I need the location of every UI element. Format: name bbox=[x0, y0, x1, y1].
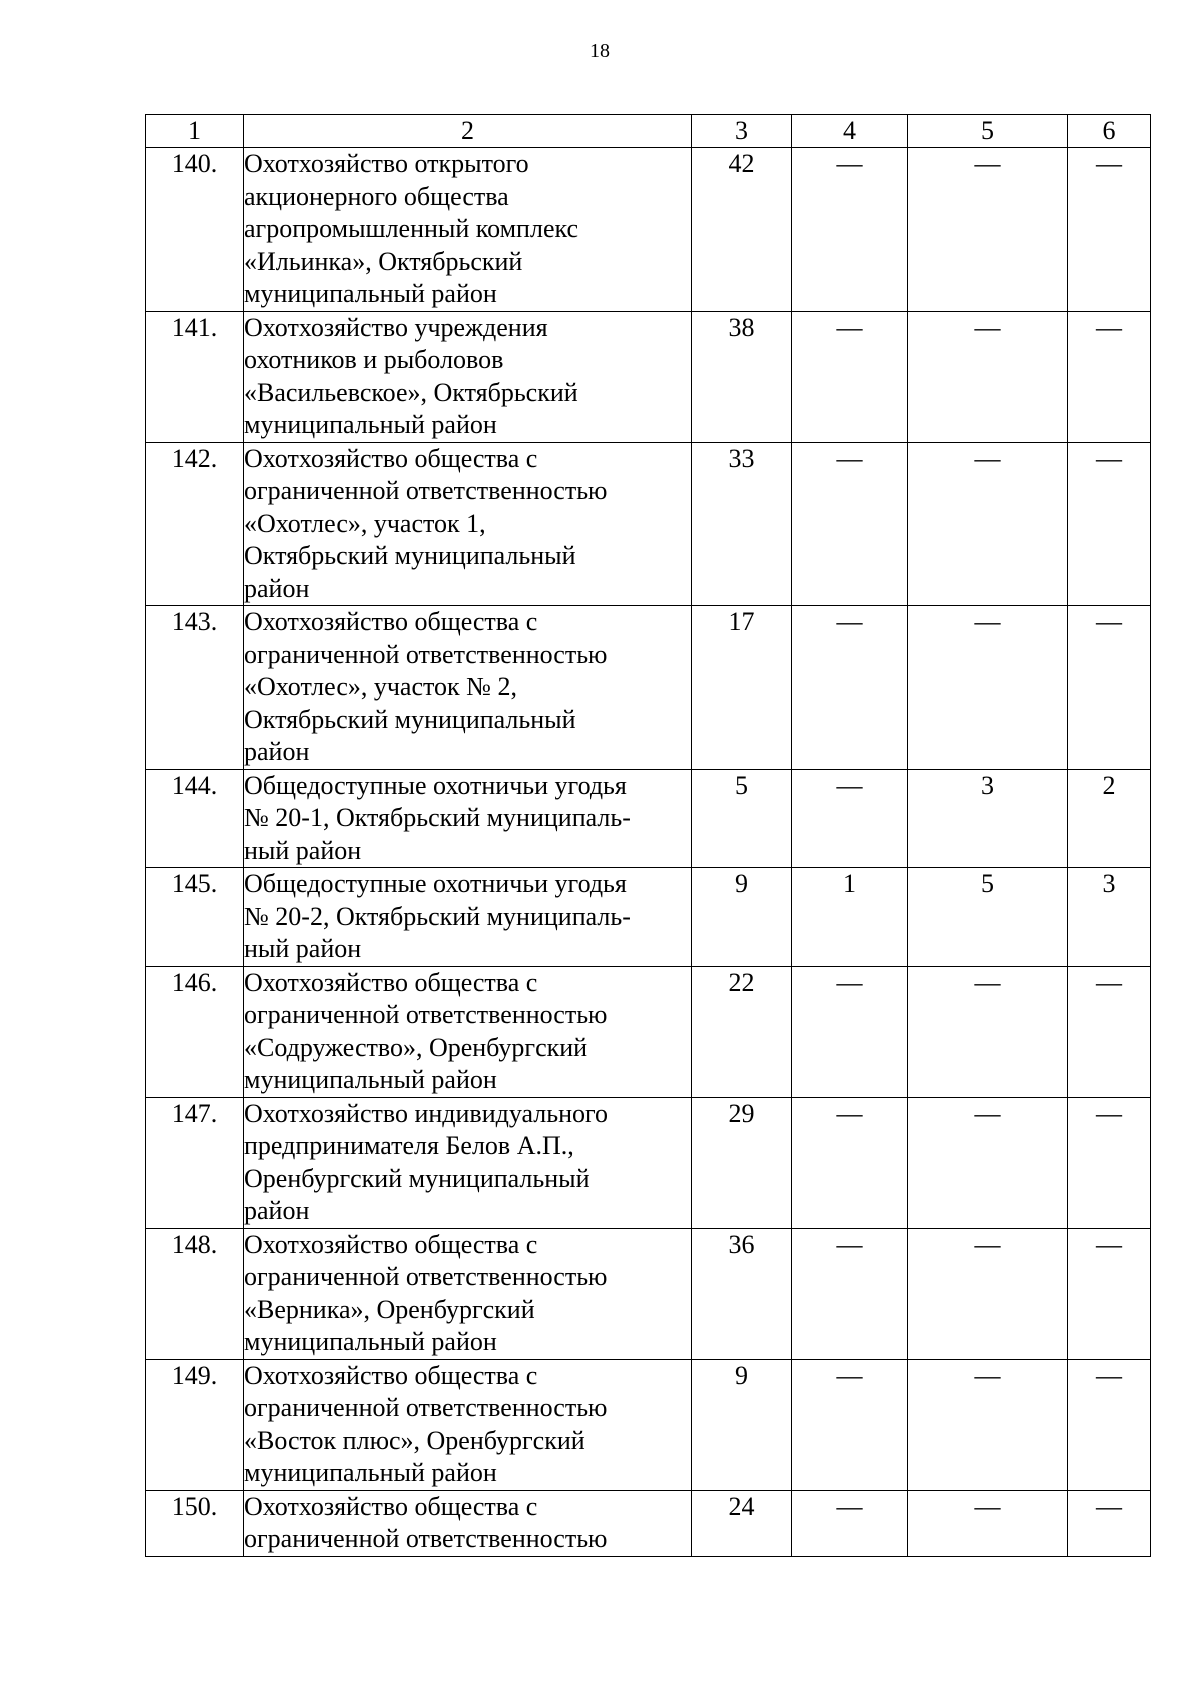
row-number: 147. bbox=[146, 1097, 244, 1228]
table-row bbox=[146, 966, 1151, 1097]
name-line: Охотхозяйство открытого bbox=[244, 149, 529, 178]
name-line: «Содружество», Оренбургский bbox=[244, 1032, 588, 1062]
value-col5: — bbox=[908, 442, 1068, 606]
table-row bbox=[146, 606, 1151, 770]
value-col3: 17 bbox=[692, 606, 792, 770]
header-col-5: 5 bbox=[908, 115, 1068, 148]
name-line: Охотхозяйство общества с bbox=[244, 1229, 538, 1259]
name-line: Октябрьский муниципальный bbox=[244, 704, 576, 734]
table-row bbox=[146, 1228, 1151, 1359]
row-number: 149. bbox=[146, 1359, 244, 1490]
name-line: предпринимателя Белов А.П., bbox=[244, 1131, 574, 1160]
value-col3: 29 bbox=[692, 1097, 792, 1228]
name-line: «Охотлес», участок 1, bbox=[244, 508, 486, 538]
name-line: ограниченной ответственностью bbox=[244, 1393, 608, 1422]
value-col5: — bbox=[908, 1097, 1068, 1228]
name-line: ограниченной ответственностью bbox=[244, 639, 608, 669]
value-col6: 2 bbox=[1068, 769, 1151, 868]
table-body bbox=[146, 148, 1151, 1557]
value-col4: — bbox=[792, 148, 908, 312]
hunting-ground-name bbox=[244, 1097, 692, 1228]
value-col4: — bbox=[792, 966, 908, 1097]
hunting-ground-name bbox=[244, 606, 692, 770]
name-line: Охотхозяйство общества с bbox=[244, 607, 538, 636]
header-col-6: 6 bbox=[1068, 115, 1151, 148]
value-col4: — bbox=[792, 311, 908, 442]
value-col4: — bbox=[792, 769, 908, 868]
header-row bbox=[146, 115, 1151, 148]
value-col5: 3 bbox=[908, 769, 1068, 868]
name-line: Общедоступные охотничьи угодья bbox=[244, 770, 627, 800]
value-col6: 3 bbox=[1068, 868, 1151, 967]
table-row bbox=[146, 442, 1151, 606]
row-number: 145. bbox=[146, 868, 244, 967]
value-col4: — bbox=[792, 1359, 908, 1490]
row-number: 143. bbox=[146, 606, 244, 770]
name-line: муниципальный район bbox=[244, 1327, 497, 1356]
hunting-ground-name bbox=[244, 1228, 692, 1359]
value-col6: — bbox=[1068, 148, 1151, 312]
value-col4: — bbox=[792, 1490, 908, 1556]
name-line: «Охотлес», участок № 2, bbox=[244, 672, 517, 701]
name-line: «Васильевское», Октябрьский bbox=[244, 377, 578, 407]
name-line: Оренбургский муниципальный bbox=[244, 1163, 590, 1193]
name-line: «Верника», Оренбургский bbox=[244, 1294, 535, 1324]
name-line: Общедоступные охотничьи угодья bbox=[244, 869, 627, 898]
value-col3: 5 bbox=[692, 769, 792, 868]
name-line: Охотхозяйство индивидуального bbox=[244, 1098, 609, 1128]
name-line: муниципальный район bbox=[244, 279, 497, 308]
value-col3: 9 bbox=[692, 868, 792, 967]
table-header bbox=[146, 115, 1151, 148]
value-col3: 42 bbox=[692, 148, 792, 312]
name-line: Охотхозяйство общества с bbox=[244, 967, 538, 997]
value-col6: — bbox=[1068, 606, 1151, 770]
name-line: район bbox=[244, 737, 310, 766]
name-line: район bbox=[244, 1196, 310, 1225]
page-number: 18 bbox=[590, 40, 610, 62]
row-number: 150. bbox=[146, 1490, 244, 1556]
value-col6: — bbox=[1068, 1359, 1151, 1490]
value-col5: — bbox=[908, 311, 1068, 442]
value-col3: 36 bbox=[692, 1228, 792, 1359]
name-line: муниципальный район bbox=[244, 1065, 497, 1094]
name-line: ограниченной ответственностью bbox=[244, 1524, 608, 1553]
value-col6: — bbox=[1068, 1490, 1151, 1556]
value-col5: — bbox=[908, 606, 1068, 770]
header-col-3: 3 bbox=[692, 115, 792, 148]
table-row bbox=[146, 148, 1151, 312]
hunting-ground-name bbox=[244, 442, 692, 606]
table-row bbox=[146, 868, 1151, 967]
value-col6: — bbox=[1068, 311, 1151, 442]
value-col4: — bbox=[792, 1097, 908, 1228]
header-col-2: 2 bbox=[244, 115, 692, 148]
table-row bbox=[146, 311, 1151, 442]
hunting-ground-name bbox=[244, 966, 692, 1097]
hunting-ground-name bbox=[244, 769, 692, 868]
hunting-ground-name bbox=[244, 1359, 692, 1490]
table-row bbox=[146, 1359, 1151, 1490]
value-col3: 24 bbox=[692, 1490, 792, 1556]
table-row bbox=[146, 769, 1151, 868]
row-number: 146. bbox=[146, 966, 244, 1097]
header-col-1: 1 bbox=[146, 115, 244, 148]
name-line: ограниченной ответственностью bbox=[244, 476, 608, 505]
name-line: муниципальный район bbox=[244, 410, 497, 439]
name-line: охотников и рыболовов bbox=[244, 345, 504, 374]
value-col6: — bbox=[1068, 1097, 1151, 1228]
row-number: 144. bbox=[146, 769, 244, 868]
row-number: 141. bbox=[146, 311, 244, 442]
hunting-ground-name bbox=[244, 868, 692, 967]
value-col4: — bbox=[792, 442, 908, 606]
value-col5: — bbox=[908, 1228, 1068, 1359]
name-line: ный район bbox=[244, 934, 362, 963]
hunting-ground-name bbox=[244, 148, 692, 312]
table-row bbox=[146, 1097, 1151, 1228]
value-col3: 33 bbox=[692, 442, 792, 606]
value-col6: — bbox=[1068, 1228, 1151, 1359]
name-line: акционерного общества bbox=[244, 181, 509, 211]
row-number: 142. bbox=[146, 442, 244, 606]
value-col5: — bbox=[908, 1490, 1068, 1556]
value-col5: 5 bbox=[908, 868, 1068, 967]
name-line: Охотхозяйство общества с bbox=[244, 1491, 538, 1521]
name-line: Охотхозяйство общества с bbox=[244, 1360, 538, 1390]
value-col4: 1 bbox=[792, 868, 908, 967]
name-line: Охотхозяйство учреждения bbox=[244, 312, 548, 342]
hunting-ground-name bbox=[244, 1490, 692, 1556]
row-number: 148. bbox=[146, 1228, 244, 1359]
hunting-ground-name bbox=[244, 311, 692, 442]
value-col3: 9 bbox=[692, 1359, 792, 1490]
row-number: 140. bbox=[146, 148, 244, 312]
name-line: Охотхозяйство общества с bbox=[244, 443, 538, 473]
name-line: «Восток плюс», Оренбургский bbox=[244, 1425, 585, 1455]
name-line: № 20-1, Октябрьский муниципаль- bbox=[244, 803, 631, 832]
value-col6: — bbox=[1068, 966, 1151, 1097]
name-line: «Ильинка», Октябрьский bbox=[244, 246, 523, 276]
name-line: ный район bbox=[244, 835, 362, 865]
value-col5: — bbox=[908, 1359, 1068, 1490]
value-col4: — bbox=[792, 1228, 908, 1359]
value-col5: — bbox=[908, 148, 1068, 312]
name-line: Октябрьский муниципальный bbox=[244, 541, 576, 570]
value-col3: 22 bbox=[692, 966, 792, 1097]
name-line: агропромышленный комплекс bbox=[244, 214, 579, 243]
name-line: ограниченной ответственностью bbox=[244, 1262, 608, 1291]
name-line: муниципальный район bbox=[244, 1458, 497, 1487]
table-row bbox=[146, 1490, 1151, 1556]
value-col5: — bbox=[908, 966, 1068, 1097]
name-line: район bbox=[244, 573, 310, 603]
name-line: № 20-2, Октябрьский муниципаль- bbox=[244, 901, 631, 931]
value-col6: — bbox=[1068, 442, 1151, 606]
hunting-grounds-table bbox=[145, 114, 1151, 1557]
header-col-4: 4 bbox=[792, 115, 908, 148]
value-col4: — bbox=[792, 606, 908, 770]
name-line: ограниченной ответственностью bbox=[244, 1000, 608, 1029]
value-col3: 38 bbox=[692, 311, 792, 442]
